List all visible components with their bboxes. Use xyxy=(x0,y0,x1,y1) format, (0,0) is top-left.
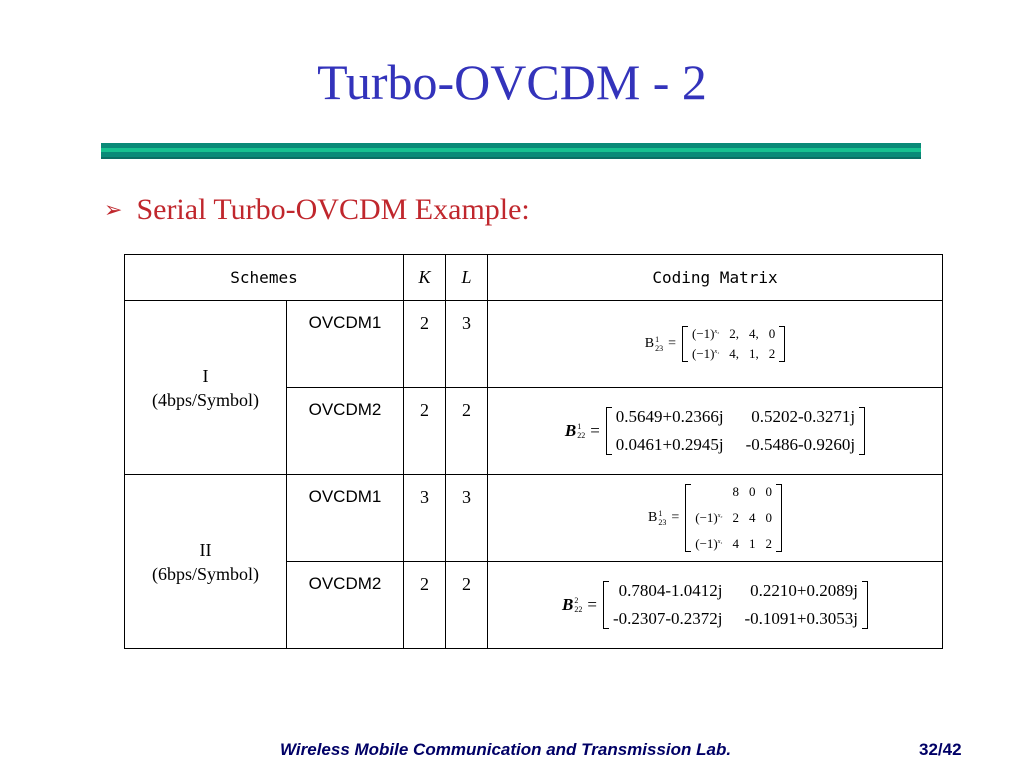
right-bracket xyxy=(862,581,868,629)
slide-title: Turbo-OVCDM - 2 xyxy=(317,54,707,110)
right-bracket xyxy=(859,407,865,455)
coding-matrix xyxy=(488,326,942,362)
header-l: L xyxy=(446,255,488,301)
matrix-body: 8 0 0 $(-1)^{x_3}$ 2 4 0 $(-1)^{x_1}$ 4 1 2 xyxy=(695,484,772,551)
coding-matrix xyxy=(488,484,942,552)
matrix-body: $(-1)^{x_3}$ 2, 4, 0 $(-1)^{x_1}$ 4, 1, 2 xyxy=(692,326,776,361)
bullet-text: Serial Turbo-OVCDM Example: xyxy=(136,193,530,226)
right-bracket xyxy=(779,326,785,362)
page-number: 32/42 xyxy=(919,740,962,759)
matrix-body: 0.5649+0.2366j 0.5202-0.3271j 0.0461+0.2945j -0.5486-0.9260j xyxy=(615,407,856,454)
code-name: OVCDM2 xyxy=(287,562,404,649)
header-k: K xyxy=(404,255,446,301)
scheme-label: I xyxy=(202,365,209,386)
header-schemes: Schemes xyxy=(125,255,404,301)
matrix-label: B 1 23 = xyxy=(648,509,680,527)
matrix-cell xyxy=(488,562,943,649)
k-value: 3 xyxy=(404,475,446,562)
matrix-label: B 2 22 = xyxy=(562,595,597,614)
matrix-cell xyxy=(488,388,943,475)
coding-matrix xyxy=(488,407,942,455)
table-row xyxy=(125,301,943,388)
table-row xyxy=(125,475,943,562)
scheme-rate: (6bps/Symbol) xyxy=(151,563,259,584)
scheme-rate: (4bps/Symbol) xyxy=(151,389,259,410)
code-name: OVCDM1 xyxy=(287,301,404,388)
matrix-label: B 1 22 = xyxy=(564,421,600,440)
code-name: OVCDM1 xyxy=(287,475,404,562)
lab-footer: Wireless Mobile Communication and Transmission Lab. xyxy=(280,740,732,759)
table-header-row xyxy=(125,255,943,301)
k-value: 2 xyxy=(404,562,446,649)
scheme-cell xyxy=(125,301,287,475)
l-value: 3 xyxy=(446,475,488,562)
coding-matrix xyxy=(488,581,942,629)
matrix-label: B 1 23 = xyxy=(644,335,676,353)
code-name: OVCDM2 xyxy=(287,388,404,475)
l-value: 3 xyxy=(446,301,488,388)
matrix-cell xyxy=(488,475,943,562)
matrix-cell xyxy=(488,301,943,388)
header-coding-matrix: Coding Matrix xyxy=(488,255,943,301)
k-value: 2 xyxy=(404,301,446,388)
right-bracket xyxy=(776,484,782,552)
bullet-point xyxy=(104,190,530,230)
l-value: 2 xyxy=(446,562,488,649)
k-value: 2 xyxy=(404,388,446,475)
arrow-bullet-icon: ➢ xyxy=(104,197,123,223)
coding-matrix-table xyxy=(124,254,943,649)
scheme-label: II xyxy=(199,539,212,560)
scheme-cell xyxy=(125,475,287,649)
l-value: 2 xyxy=(446,388,488,475)
matrix-body: 0.7804-1.0412j 0.2210+0.2089j -0.2307-0.2372j -0.1091+0.3053j xyxy=(612,581,858,628)
